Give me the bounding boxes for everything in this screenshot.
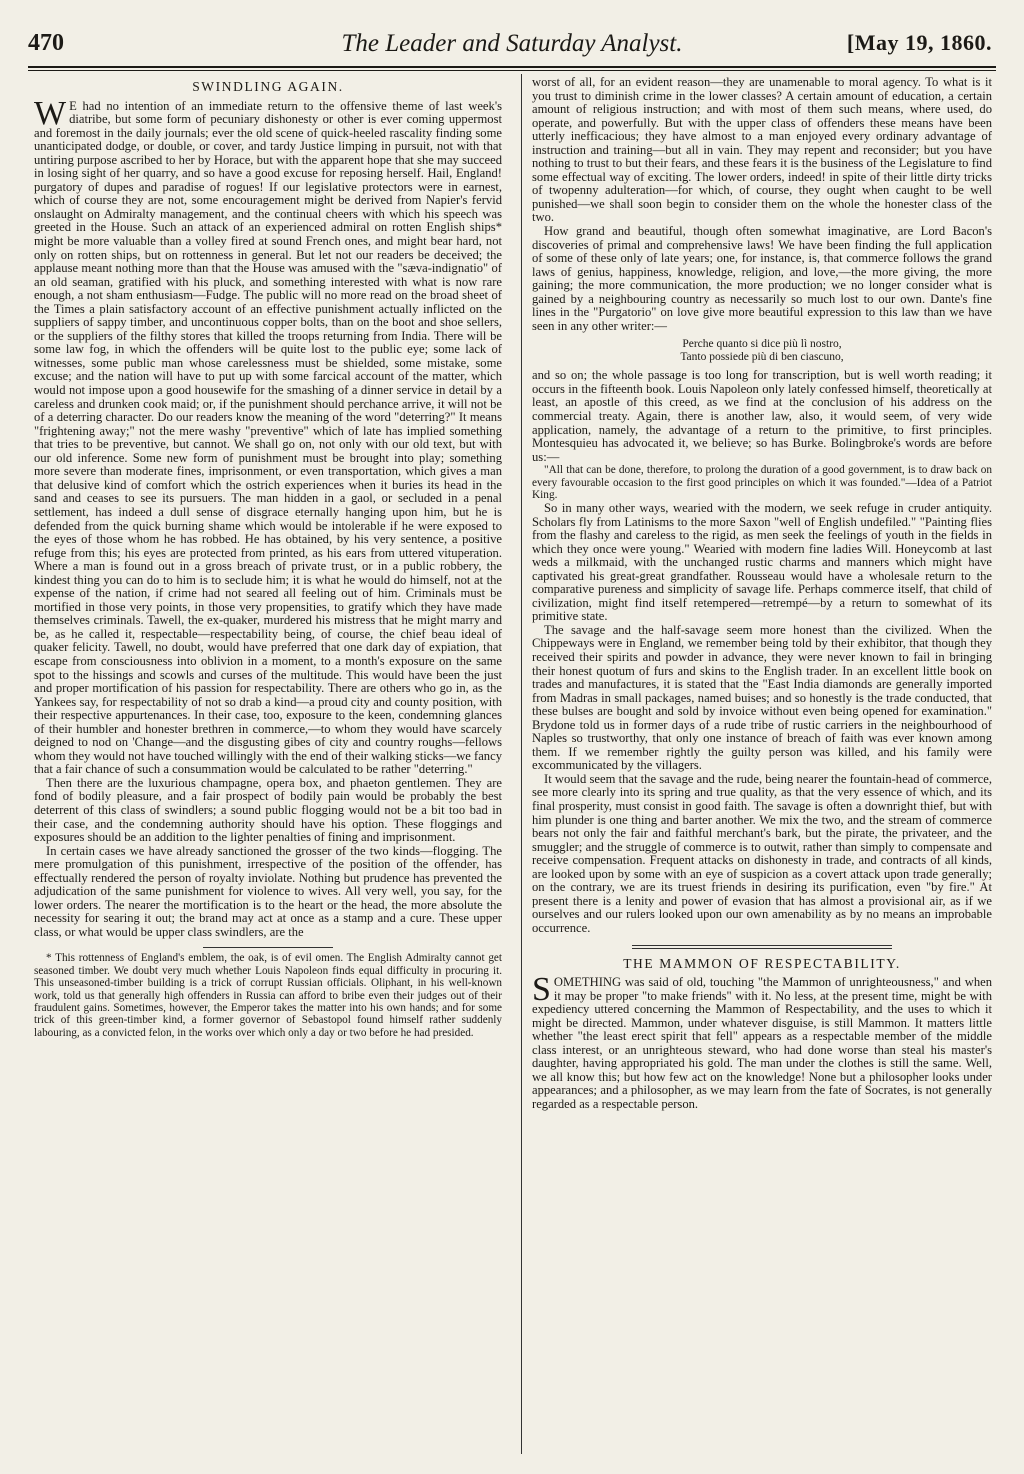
header-rule-thick bbox=[28, 66, 996, 68]
header-rule-thin bbox=[28, 70, 996, 71]
right-column bbox=[532, 76, 992, 1112]
footnote: * This rottenness of England's emblem, the oak, is of evil omen. The English Admiralty cannot get seasoned timber. We doubt very much whether Louis Napoleon finds equal difficulty in procuring it. This unseasoned-timber building is a trick of corrupt Russian officials. Oliphant, in his well-known work, told us that generally high offenders in Russia can afford to bribe even their judges out of their fraudulent gains. Sometimes, however, the Emperor takes the matter into his own hands; and for some trick of this green-timber kind, a former governor of Sebastopol found himself rather suddenly labouring, as a convicted felon, in the works over which only a day or two before he had presided. bbox=[34, 952, 502, 1039]
article-paragraph: Then there are the luxurious champagne, opera box, and phaeton gentlemen. They are fond of bodily pleasure, and a fair prospect of bodily pain would be probably the best deterrent of this class of swindlers; a sound public flogging would not be a bit too bad in their case, and the condemning authority should have his option. These floggings and exposures should be an addition to the lighter penalties of fining and imprisonment. bbox=[34, 775, 502, 845]
issue-date: [May 19, 1860. bbox=[846, 30, 992, 55]
drop-cap: S bbox=[532, 971, 551, 1009]
left-column bbox=[34, 76, 502, 1039]
article-paragraph bbox=[34, 94, 502, 777]
article-heading-mammon: THE MAMMON OF RESPECTABILITY. bbox=[623, 955, 901, 971]
article-paragraph: In certain cases we have already sanctioned the grosser of the two kinds—flogging. The mere promulgation of this punishment, irrespective of the position of the offender, has effectually rendered the person of royalty inviolate. Nothing but prudence has prevented the adjudication of the same punishment for violence to wives. All very well, you say, for the lower orders. The nearer the mortification is to the heart or the head, the more absolute the necessity for searing it out; the brand may act at once as a stamp and a cure. These upper class, or what would be upper class swindlers, are the bbox=[34, 843, 502, 939]
block-quotation: "All that can be done, therefore, to prolong the duration of a good government, is to draw back on every favourable occasion to the first good principles on which it was founded."—Idea of a Patriot King. bbox=[532, 464, 992, 502]
article-paragraph: It would seem that the savage and the rude, being nearer the fountain-head of commerce, see more clearly into its spring and true quality, as that the very essence of which, and its final prosperity, must consist in good faith. The savage is often a downright thief, but with him plunder is one thing and barter another. We mix the two, and the stream of commerce bears not only the fair and faithful merchant's bark, but the pirate, the privateer, and the smuggler; and the struggle of commerce is to outwit, rather than simply to compensate and receive compensation. Frequent attacks on dishonesty in trade, and contracts of all kinds, are looked upon by some with an eye of suspicion as a covert attack upon trade generally; on the contrary, we are its truest friends in desiring its purification, even "by fire." At present there is a lenity and power of evasion that has almost a provisional air, as if we ourselves and our rulers looked upon our own amenability as by no means an improbable occurrence. bbox=[532, 771, 992, 935]
article-paragraph: So in many other ways, wearied with the modern, we seek refuge in cruder antiquity. Scholars fly from Latinisms to the more Saxon "well of English undefiled." "Painting flies from the flashy and careless to the rigid, as men seek the feelings of youth in the fields in which they once were young." Wearied with modern fine ladies Will. Honeycomb at last weds a milkmaid, with the unchanged rustic charms and manners which might have captivated his great-great grandfather. Rousseau would have a wholesale return to the comparative pureness and simplicity of savage life. Perhaps commerce itself, that child of civilization, might find itself retempered—retrempé—by a return to somewhat of its primitive state. bbox=[532, 501, 992, 624]
verse-line: Perche quanto si dice più lì nostro, bbox=[682, 338, 842, 351]
page-header bbox=[28, 30, 996, 70]
drop-cap: W bbox=[34, 94, 67, 132]
publication-title: The Leader and Saturday Analyst. bbox=[341, 30, 683, 57]
paragraph-text: OMETHING was said of old, touching "the Mammon of unrighteousness," and when it may be proper "to make friends" with it. No less, at the present time, might be with expediency uttered concerning the Mammon of Respectability, and the uses to which it might be directed. Mammon, under whatever disguise, is still Mammon. It matters little whether "the least erect spirit that fell" appears as a respectable member of the middle class interest, or an unrighteous steward, who had done worse than steal his master's daughter, having appropriated his gold. The man under the clothes is still the same. Well, we all know this; but how few act on the knowledge! None but a philosopher looks under appearances; and a philosopher, as we may learn from the fate of Socrates, is not generally regarded as a respectable person. bbox=[532, 975, 992, 1111]
verse-line: Tanto possiede più di ben ciascuno, bbox=[680, 351, 844, 364]
article-paragraph bbox=[532, 971, 992, 1111]
footnote-rule bbox=[203, 947, 333, 948]
article-paragraph: and so on; the whole passage is too long for transcription, but is well worth reading; it occurs in the fifteenth book. Louis Napoleon only lately confessed himself, theoretically at least, an apostle of this creed, as we find at the conclusion of his address on the commercial treaty. Again, there is another law, also, it would seem, of very wide application, namely, the advantage of a return to the primitive, to first principles. Montesquieu has advocated it, we believe; so has Burke. Bolingbroke's words are before us:— bbox=[532, 368, 992, 464]
article-separator bbox=[632, 945, 892, 949]
paragraph-text: E had no intention of an immediate return to the offensive theme of last week's diatribe, but some form of pecuniary dishonesty or other is ever coming uppermost and foremost in the daily journals; ever the old scene of quick-heeled rascality finding some unanticipated dodge, or double, or cover, and tardy Justice limping in pursuit, not with that untiring purpose ascribed to her by Horace, but with the apparent hope that she may succeed in losing sight of her quarry, and so have a good excuse for reposing herself. Hail, England! purgatory of dupes and paradise of rogues! If our legislative protectors were in earnest, which of course they are not, some encouragement might be derived from Napier's fervid onslaught on Admiralty management, and the continual cheers with which his speech was greeted in the House. Such an attack of an experienced admiral on rotten English ships* might be more valuable than a volley fired at sound French ones, and might bear hard, not only on rotten ships, but on rottenness in general. But let not our readers be deceived; the applause meant nothing more than that the House was amused with the "sæva-indignatio" of an old seaman, gratified with his pluck, and something interested with what is now rare enough, a not sham enthusiasm—Fudge. The public will no more read on the broad sheet of the Times a plain satisfactory account of an effective punishment actually inflicted on the suppliers of sappy timber, and uncontinuous copper bolts, than on the boot and shoe sellers, or the suppliers of the filthy stores that killed the troops returning from India. There will be some law fog, in which the offenders will be quite lost to the public eye; some lack of witnesses, some public man whose carelessness must be shielded, some mistake, some excuse; and the nation will have to put up with some farcical account of the matter, which would not impose upon a good housewife for the smashing of a dinner service in detail by a careless and drunken cook maid; or, if the punishment should perchance arrive, it will not be of a deterring character. Do our readers know the meaning of the word "deterring?" It means "frightening away;" not the mere washy "preventive" which of late has implied something that tries to be preventive, but cannot. We shall go on, not only with our old text, but with our old inference. Some new form of punishment must be brought into play; something more severe than moderate fines, imprisonment, or even transportation, which gives a man that delusive kind of comfort which the ostrich experiences when it buries its head in the sand and ceases to see its pursuers. The man hidden in a gaol, or secluded in a penal settlement, has indeed a dull sense of disgrace eternally hanging upon him, but he is defended from the quick burning shame which would be intolerable if he were exposed to the eyes of those whom he has robbed. He has obtained, by his very sentence, a positive refuge from this; his eyes are protected from printed, as his ears from uttered vituperation. Where a man is found out in a gross breach of private trust, or in a public robbery, the kindest thing you can do to him is to seclude him; it is what he would do himself, not at the expense of the nation, if crime had not seared all feeling out of him. Criminals must be mortified in those very points, in those very propensities, to gratify which they have made themselves criminals. Tawell, the ex-quaker, murdered his mistress that he might marry and be, as he called it, respectable—respectability being, of course, the chief beau ideal of quaker felicity. Tawell, no doubt, would have preferred that one dark day of expiation, that escape from consciousness into oblivion in a moment, to a month's exposure on the same spot to the hissings and scowls and curses of the multitude. This would have been the just and proper mortification of his passion for respectability. There are others who go in, as the Yankees say, for respectability of not so drab a kind—a proud city and county position, with their respective appurtenances. In their case, too, exposure to the keen, condemning glances of their humbler and honester brethren in commerce,—to whom they would have scarcely deigned to nod on 'Change—and the disgusting gibes of city and country roughs—fellows whom they would not have touched willingly with the end of their walking sticks—we fancy that a fair chance of such a consummation would be calculated to be rather "deterring." bbox=[34, 98, 502, 777]
page-number: 470 bbox=[28, 30, 64, 56]
verse-quotation bbox=[532, 338, 992, 364]
article-paragraph: The savage and the half-savage seem more honest than the civilized. When the Chippeways were in England, we remember being told by their exhibitor, that though they received their spirits and powder in advance, they were never known to fail in bringing their honest quotum of furs and skins to the English trader. In an excellent little book on trades and manufactures, it is stated that the "East India diamonds are generally imported from Madras in small packages, named buises; and so honestly is the trade conducted, that these bulses are bought and sold by invoice without even being opened for examination." Brydone told us in former days of a rude tribe of rustic carriers in the neighbourhood of Naples so trustworthy, that only one instance of breach of faith was ever known among them. If we remember rightly the guilty person was killed, and his family were excommunicated by the villagers. bbox=[532, 622, 992, 773]
article-paragraph: How grand and beautiful, though often somewhat imaginative, are Lord Bacon's discoveries of primal and comprehensive laws! We have been finding the full application of some of these only of late years; one, for instance, is, that commerce follows the grand laws of genius, happiness, knowledge, religion, and love,—the more giving, the more gaining; the more communication, the more production; we no longer consider what is gained by a neighbouring country as necessarily so much lost to our own. Dante's fine lines in the "Purgatorio" on love give more beautiful expression to this law than we have seen in any other writer:— bbox=[532, 224, 992, 333]
article-heading-swindling: SWINDLING AGAIN. bbox=[192, 79, 344, 94]
article-paragraph: worst of all, for an evident reason—they are unamenable to moral agency. To what is it you trust to diminish crime in the lower classes? A certain amount of education, a certain amount of religious instruction; and with most of them such means, where used, do operate, and powerfully. But with the upper class of offenders these means have been utterly inefficacious; they have almost to a man enjoyed every ordinary advantage of instruction and training—but all in vain. They may repent and reconsider; but you have nothing to trust to but their fears, and these fears it is the business of the Legislature to find some effectual way of exciting. The lower orders, indeed! in spite of their little dirty tricks of twopenny adulteration—for which, of course, they ought when caught to be well punished—we shall soon begin to consider them on the whole the honester class of the two. bbox=[532, 75, 992, 225]
column-divider bbox=[521, 74, 522, 1454]
